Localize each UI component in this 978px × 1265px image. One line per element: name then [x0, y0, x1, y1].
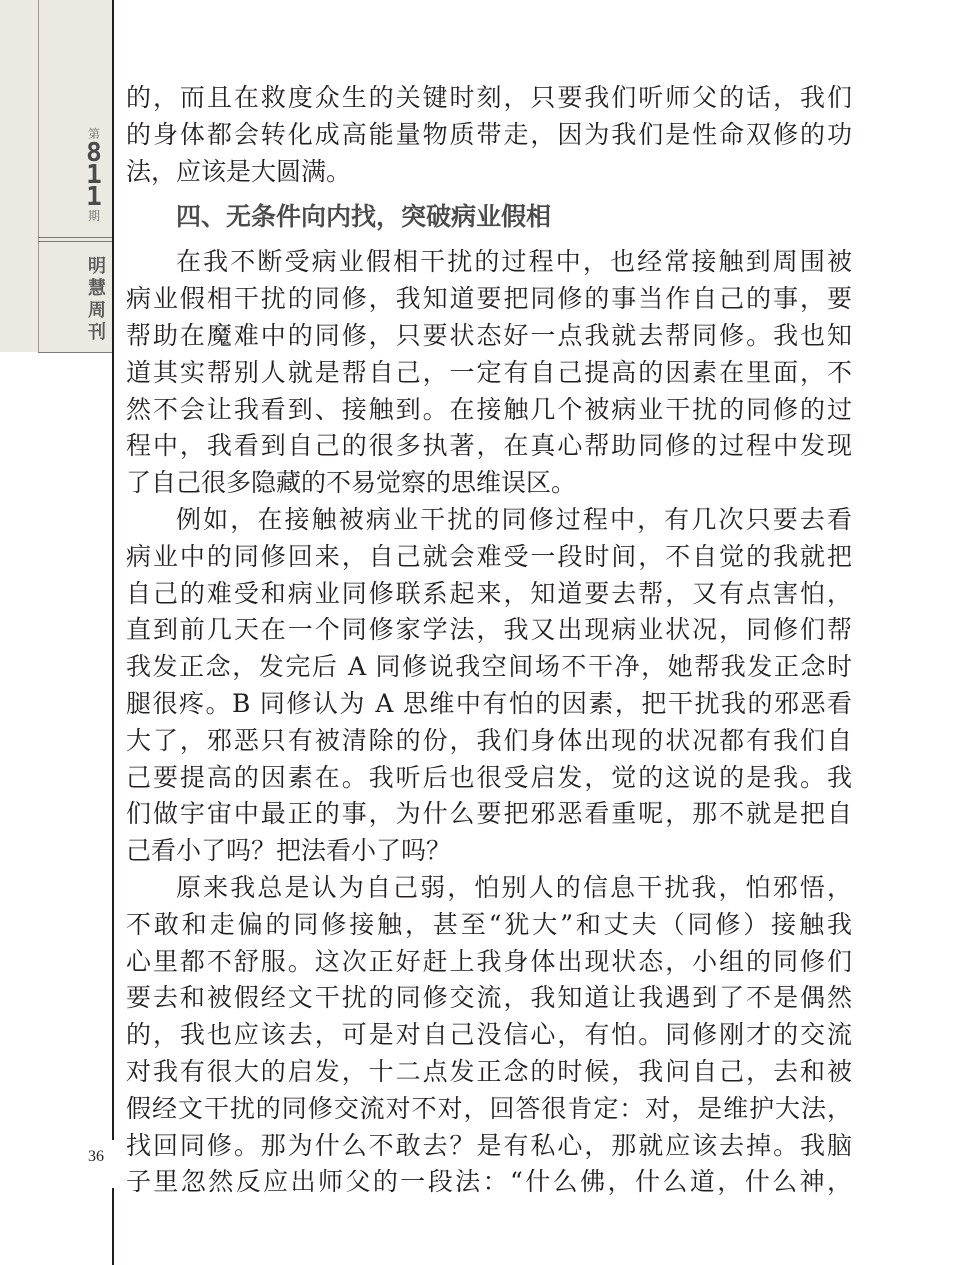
issue-label [80, 126, 108, 224]
text-line: 要去和被假经文干扰的同修交流，我知道让我遇到了不是偶然 [126, 983, 852, 1013]
text-line: 的，我也应该去，可是对自己没信心，有怕。同修刚才的交流 [126, 1020, 852, 1050]
text-line: 腿很疼。B 同修认为 A 思维中有怕的因素，把干扰我的邪恶看 [126, 688, 852, 718]
section-heading: 四、无条件向内找，突破病业假相 [176, 202, 552, 232]
text-line: 道其实帮别人就是帮自己，一定有自己提高的因素在里面，不 [126, 357, 852, 387]
paragraph [126, 244, 852, 502]
margin-vertical-rule-bottom [112, 1188, 114, 1265]
text-line: 们做宇宙中最正的事，为什么要把邪恶看重呢，那不就是把自 [126, 799, 852, 829]
text-line: 对我有很大的启发，十二点发正念的时候，我问自己，去和被 [126, 1056, 852, 1086]
issue-suffix: 期 [87, 209, 100, 223]
text-line: 的，而且在救度众生的关键时刻，只要我们听师父的话，我们 [126, 83, 852, 112]
page-number: 36 [88, 1148, 104, 1165]
text-line: 的身体都会转化成高能量物质带走，因为我们是性命双修的功 [126, 119, 852, 149]
text-line: 大了，邪恶只有被清除的份，我们身体出现的状况都有我们自 [126, 725, 852, 755]
text-line: 己要提高的因素在。我听后也很受启发，觉的这说的是我。我 [126, 762, 852, 792]
text-line: 例如，在接触被病业干扰的同修过程中，有几次只要去看 [176, 504, 852, 534]
issue-digit: 8 [86, 138, 102, 168]
text-line: 直到前几天在一个同修家学法，我又出现病业状况，同修们帮 [126, 615, 852, 645]
text-line: 己看小了吗？把法看小了吗？ [126, 836, 452, 866]
text-line: 帮助在魔难中的同修，只要状态好一点我就去帮同修。我也知 [126, 320, 852, 350]
text-line: 了自己很多隐藏的不易觉察的思维误区。 [126, 468, 577, 498]
text-line: 找回同修。那为什么不敢去？是有私心，那就应该去掉。我脑 [126, 1130, 852, 1160]
issue-digit: 1 [86, 160, 102, 190]
text-line: 子里忽然反应出师父的一段法：“什么佛，什么道，什么神， [126, 1167, 852, 1197]
text-line: 程中，我看到自己的很多执著，在真心帮助同修的过程中发现 [126, 431, 852, 461]
text-line: 不敢和走偏的同修接触，甚至“犹大”和丈夫（同修）接触我 [126, 909, 852, 939]
magazine-name: 明慧周刊 [85, 256, 106, 344]
text-line: 自己的难受和病业同修联系起来，知道要去帮，又有点害怕， [126, 578, 852, 608]
text-line: 在我不断受病业假相干扰的过程中，也经常接触到周围被 [176, 247, 852, 277]
issue-digit: 1 [86, 182, 102, 212]
text-line: 法，应该是大圆满。 [126, 156, 352, 186]
paragraph [126, 502, 852, 870]
text-line: 假经文干扰的同修交流对不对，回答很肯定：对，是维护大法， [126, 1093, 852, 1123]
text-line: 心里都不舒服。这次正好赶上我身体出现状态，小组的同修们 [126, 946, 852, 976]
text-line: 原来我总是认为自己弱，怕别人的信息干扰我，怕邪悟， [176, 872, 852, 902]
paragraph [126, 870, 852, 1201]
text-line: 病业假相干扰的同修，我知道要把同修的事当作自己的事，要 [126, 284, 852, 314]
side-tab-bottom-rule [38, 352, 112, 353]
side-tab-left-rule [38, 0, 39, 352]
margin-vertical-rule-top [112, 0, 114, 1140]
text-line: 然不会让我看到、接触到。在接触几个被病业干扰的同修的过 [126, 394, 852, 424]
text-line: 病业中的同修回来，自己就会难受一段时间，不自觉的我就把 [126, 541, 852, 571]
issue-prefix: 第 [87, 127, 100, 141]
side-tab-separator [38, 237, 112, 242]
paragraph-intro [126, 80, 852, 190]
article-body [126, 80, 852, 1201]
text-line: 我发正念，发完后 A 同修说我空间场不干净，她帮我发正念时 [126, 652, 852, 682]
